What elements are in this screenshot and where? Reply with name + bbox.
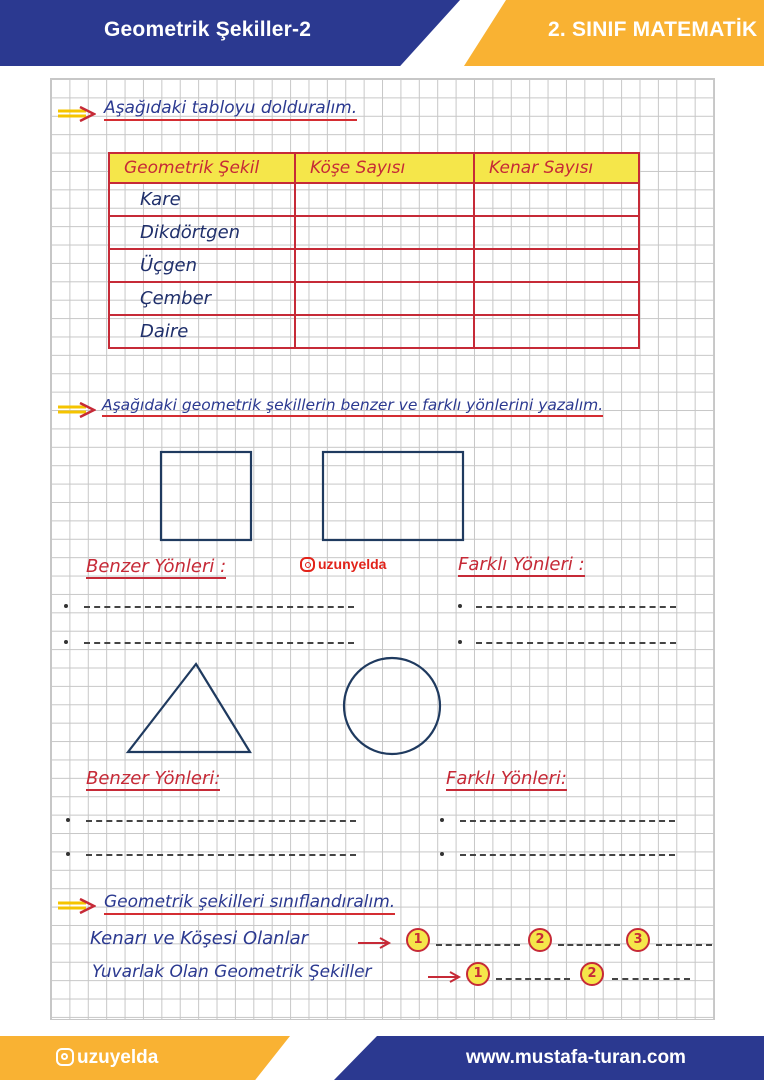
table-cell: Dikdörtgen [109,216,295,249]
answer-line[interactable] [476,606,676,608]
empty-cell[interactable] [474,315,639,348]
empty-cell[interactable] [474,216,639,249]
bullet-dot [64,640,68,644]
instruction-compare-shapes: Aşağıdaki geometrik şekillerin benzer ve farklı yönlerini yazalım. [102,396,603,417]
table-row [109,216,639,249]
instagram-icon [56,1048,74,1066]
triangle-shape [128,664,250,752]
table-cell: Kare [109,183,295,216]
answer-line[interactable] [84,642,354,644]
square-rectangle-figure [155,446,475,546]
table-cell: Daire [109,315,295,348]
table-header: Köşe Sayısı [295,153,474,183]
table-row [109,183,639,216]
worksheet-title: Geometrik Şekiller-2 [104,18,312,41]
footer-banner [0,1036,764,1080]
empty-cell[interactable] [295,315,474,348]
table-cell: Çember [109,282,295,315]
triangle-circle-figure [120,650,460,760]
empty-cell[interactable] [295,249,474,282]
answer-line[interactable] [656,944,712,946]
grade-subject: 2. SINIF MATEMATİK [548,18,758,41]
circle-shape [344,658,440,754]
number-badge: 1 [406,928,430,952]
table-header: Kenar Sayısı [474,153,639,183]
similar-label-1: Benzer Yönleri : [86,556,227,577]
bullet-dot [440,818,444,822]
bullet-dot [66,818,70,822]
bullet-dot [64,604,68,608]
header-banner [0,0,764,66]
answer-line[interactable] [460,820,675,822]
answer-line[interactable] [84,606,354,608]
table-cell: Üçgen [109,249,295,282]
bullet-dot [458,604,462,608]
table-header-row [109,153,639,183]
instagram-icon [300,557,315,572]
table-row [109,249,639,282]
rectangle-shape [323,452,463,540]
classify-line-2-text: Yuvarlak Olan Geometrik Şekiller [92,962,372,982]
answer-line[interactable] [436,944,520,946]
answer-line[interactable] [558,944,620,946]
table-row [109,282,639,315]
instruction-fill-table: Aşağıdaki tabloyu dolduralım. [104,98,357,121]
footer-website[interactable]: www.mustafa-turan.com [466,1047,686,1068]
bullet-dot [440,852,444,856]
answer-line[interactable] [460,854,675,856]
table-row [109,315,639,348]
number-badge: 2 [580,962,604,986]
footer-handle[interactable] [56,1047,158,1069]
bullet-dot [66,852,70,856]
square-shape [161,452,251,540]
answer-line[interactable] [496,978,570,980]
arrow-icon [56,898,96,914]
arrow-right-icon [426,970,462,984]
watermark [300,556,386,572]
instruction-classify: Geometrik şekilleri sınıflandıralım. [104,892,395,915]
bullet-dot [458,640,462,644]
answer-line[interactable] [86,820,356,822]
arrow-right-icon [356,936,392,950]
answer-line[interactable] [476,642,676,644]
answer-line[interactable] [86,854,356,856]
arrow-icon [56,402,96,418]
empty-cell[interactable] [295,183,474,216]
answer-line[interactable] [612,978,690,980]
similar-label-2: Benzer Yönleri: [86,768,221,789]
watermark-text: uzunyelda [318,556,387,572]
empty-cell[interactable] [474,249,639,282]
empty-cell[interactable] [295,216,474,249]
different-label-1: Farklı Yönleri : [458,554,585,575]
table-header: Geometrik Şekil [109,153,295,183]
number-badge: 1 [466,962,490,986]
classify-line-1-text: Kenarı ve Köşesi Olanlar [90,928,309,949]
footer-handle-text: uzuyelda [77,1047,159,1068]
arrow-icon [56,106,96,122]
different-label-2: Farklı Yönleri: [446,768,567,789]
number-badge: 2 [528,928,552,952]
empty-cell[interactable] [474,183,639,216]
empty-cell[interactable] [295,282,474,315]
empty-cell[interactable] [474,282,639,315]
shape-table [108,152,640,349]
number-badge: 3 [626,928,650,952]
